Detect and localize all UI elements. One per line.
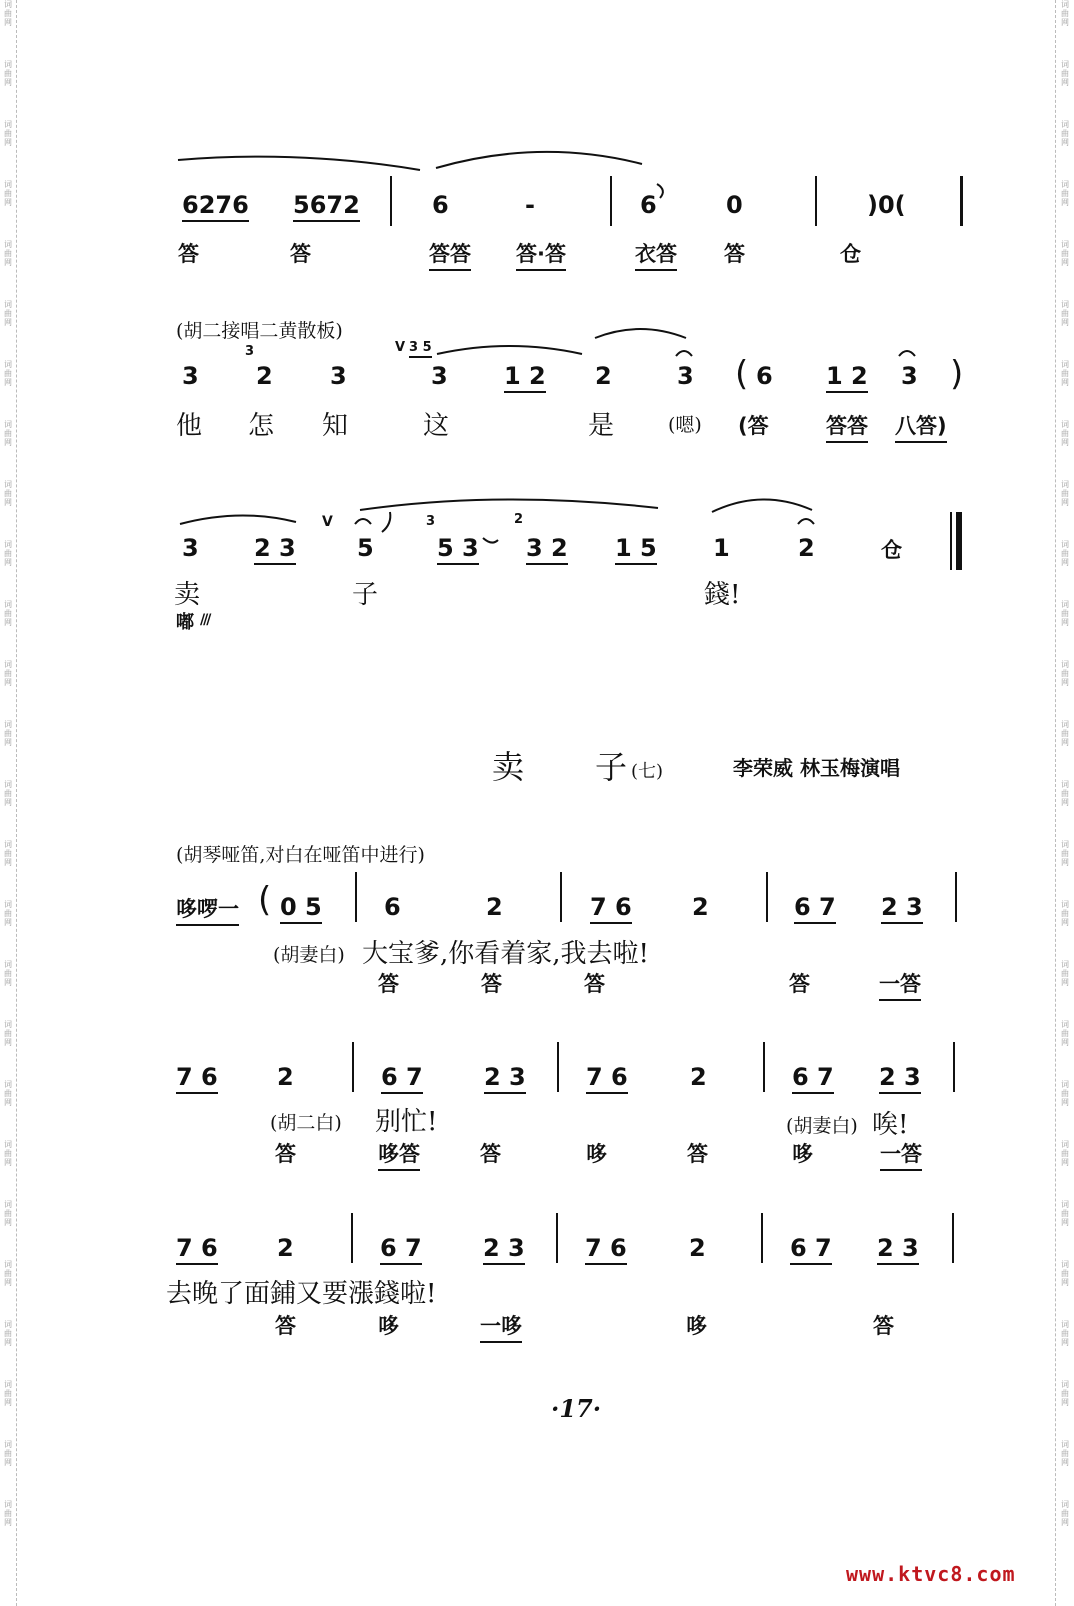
lyric-interjection: (嗯) — [668, 414, 702, 436]
percussion-syllable: 答 — [378, 972, 399, 996]
note-group: 5 3 — [437, 534, 479, 565]
breath-mark: V — [322, 514, 333, 530]
note-group: 2 3 — [254, 534, 296, 565]
final-bar-thick — [956, 512, 962, 570]
side-watermark-mark: 词曲网 — [1061, 180, 1069, 207]
percussion-syllable: 答 — [275, 1142, 296, 1166]
note-dash: - — [525, 191, 535, 219]
side-watermark-mark: 词曲网 — [1061, 480, 1069, 507]
side-watermark-mark: 词曲网 — [4, 60, 12, 87]
percussion-syllable: 答 — [724, 242, 745, 266]
spoken-line: 唉! — [872, 1110, 909, 1140]
paren-open: ( — [258, 880, 272, 920]
side-watermark-mark: 词曲网 — [4, 480, 12, 507]
side-watermark-mark: 词曲网 — [1061, 960, 1069, 987]
bar-line — [351, 1213, 353, 1263]
side-watermark-mark: 词曲网 — [4, 780, 12, 807]
percussion-syllable: 哆 — [378, 1314, 399, 1338]
side-watermark-mark: 词曲网 — [1061, 660, 1069, 687]
note: 3 — [182, 362, 199, 390]
percussion-syllable: 哆答 — [378, 1138, 420, 1171]
percussion-syllable: 一答 — [880, 1138, 922, 1171]
speaker-role: (胡二白) — [270, 1112, 342, 1134]
note: 5 — [357, 534, 374, 562]
paren-open: ( — [735, 354, 749, 394]
percussion-syllable: 答 — [480, 1142, 501, 1166]
note: 2 — [256, 362, 273, 390]
side-watermark-mark: 词曲网 — [1061, 60, 1069, 87]
note: 2 — [690, 1063, 707, 1091]
side-watermark-mark: 词曲网 — [4, 600, 12, 627]
spoken-line: 别忙! — [375, 1107, 438, 1137]
note: 3 — [677, 362, 694, 390]
side-watermark-mark: 词曲网 — [4, 540, 12, 567]
side-watermark-mark: 词曲网 — [1061, 840, 1069, 867]
grace-note: 3 — [426, 514, 436, 529]
note: 3 — [901, 362, 918, 390]
note: 1 — [713, 534, 730, 562]
note: 6 — [756, 362, 773, 390]
bar-line — [560, 872, 562, 922]
percussion-syllable: 一答 — [879, 968, 921, 1001]
note-group: 2 3 — [881, 893, 923, 924]
percussion-syllable: 答 — [687, 1142, 708, 1166]
side-watermark-mark: 词曲网 — [4, 1500, 12, 1527]
percussion-syllable: 答 — [275, 1314, 296, 1338]
stage-direction: (胡琴哑笛,对白在哑笛中进行) — [176, 844, 425, 866]
percussion-syllable: 答 — [178, 242, 199, 266]
note: 3 — [182, 534, 199, 562]
percussion-syllable: 答 — [481, 972, 502, 996]
side-watermark-mark: 词曲网 — [1061, 1500, 1069, 1527]
percussion-syllable: 八答) — [895, 410, 947, 443]
side-watermark-mark: 词曲网 — [1061, 780, 1069, 807]
performers: 李荣威 林玉梅演唱 — [733, 756, 900, 780]
note: 2 — [692, 893, 709, 921]
bar-line — [952, 1213, 954, 1263]
side-watermark-mark: 词曲网 — [4, 1020, 12, 1047]
glide-arrow — [483, 538, 498, 543]
note-group: 3 2 — [526, 534, 568, 565]
note-group: 2 3 — [877, 1234, 919, 1265]
note: 2 — [798, 534, 815, 562]
bar-line — [815, 176, 817, 226]
lyric: 这 — [423, 411, 450, 441]
side-watermark-mark: 词曲网 — [1061, 1380, 1069, 1407]
note-group: 5672 — [293, 191, 360, 222]
side-watermark-mark: 词曲网 — [4, 1200, 12, 1227]
percussion-syllable: 衣答 — [635, 238, 677, 271]
lyric: 卖 — [174, 580, 201, 610]
note-group: 2 3 — [483, 1234, 525, 1265]
slur-arc — [595, 329, 686, 338]
piece-title: 卖 — [492, 748, 525, 786]
lyric: 他 — [176, 411, 203, 441]
percussion-syllable: 一哆 — [480, 1310, 522, 1343]
lyric: 怎 — [248, 411, 275, 441]
side-watermark-mark: 词曲网 — [1061, 420, 1069, 447]
side-watermark-mark: 词曲网 — [1061, 1020, 1069, 1047]
side-watermark-mark: 词曲网 — [4, 0, 12, 27]
lead-syllables: 哆啰一 — [176, 893, 239, 926]
slur-arc — [437, 346, 582, 354]
note-group: 7 6 — [176, 1063, 218, 1094]
side-watermark-mark: 词曲网 — [1061, 540, 1069, 567]
spoken-line: 大宝爹,你看着家,我去啦! — [362, 939, 649, 969]
note: 6 — [432, 191, 449, 219]
side-watermark-mark: 词曲网 — [4, 1320, 12, 1347]
note-group: 6 7 — [792, 1063, 834, 1094]
side-watermark-mark: 词曲网 — [1061, 900, 1069, 927]
note-group: 1 5 — [615, 534, 657, 565]
bar-line — [390, 176, 392, 226]
bar-line — [953, 1042, 955, 1092]
percussion-syllable: 哆 — [586, 1142, 607, 1166]
bar-line — [955, 872, 957, 922]
piece-title-2: 子 — [595, 748, 628, 786]
slur-arc — [436, 152, 642, 168]
page-number: ·17· — [551, 1394, 602, 1423]
grace-note: 2 — [514, 512, 524, 527]
slur-arc — [180, 515, 296, 524]
note: 6 — [640, 191, 657, 219]
glide-arrow — [657, 184, 663, 198]
note-group: 6 7 — [381, 1063, 423, 1094]
side-watermark-mark: 词曲网 — [1061, 120, 1069, 147]
speaker-role: (胡妻白) — [786, 1115, 858, 1137]
side-watermark-mark: 词曲网 — [4, 1080, 12, 1107]
note-group: 1 2 — [504, 362, 546, 393]
bar-line — [355, 872, 357, 922]
note: 2 — [595, 362, 612, 390]
side-watermark-mark: 词曲网 — [1061, 1440, 1069, 1467]
tremolo-mark: /// — [200, 612, 210, 628]
lyric: 是 — [588, 411, 615, 441]
note: 3 — [431, 362, 448, 390]
note-group: 2 3 — [484, 1063, 526, 1094]
paren-close: ) — [950, 354, 964, 394]
side-watermark-mark: 词曲网 — [1061, 1320, 1069, 1347]
side-watermark-mark: 词曲网 — [1061, 300, 1069, 327]
percussion-syllable: 答答 — [429, 238, 471, 271]
site-watermark: www.ktvc8.com — [846, 1562, 1016, 1586]
note-group: 2 3 — [879, 1063, 921, 1094]
note: 2 — [277, 1063, 294, 1091]
percussion-syllable: 答·答 — [516, 238, 566, 271]
percussion-syllable: 答 — [873, 1314, 894, 1338]
side-watermark-mark: 词曲网 — [4, 240, 12, 267]
note-group: 7 6 — [585, 1234, 627, 1265]
percussion-syllable: 答 — [290, 242, 311, 266]
bar-line — [960, 176, 963, 226]
lyric: 錢! — [704, 580, 741, 610]
spoken-line: 去晚了面鋪又要漲錢啦! — [166, 1279, 437, 1309]
note-group: 0 5 — [280, 893, 322, 924]
slur-line — [178, 157, 420, 170]
percussion-syllable: 答答 — [826, 410, 868, 443]
side-watermark-mark: 词曲网 — [1061, 1200, 1069, 1227]
side-watermark-mark: 词曲网 — [4, 720, 12, 747]
bar-line — [557, 1042, 559, 1092]
side-watermark-mark: 词曲网 — [4, 360, 12, 387]
note-group: 6276 — [182, 191, 249, 222]
percussion-syllable: 仓 — [881, 538, 902, 562]
percussion-rest: )0( — [867, 191, 906, 219]
note-group: 7 6 — [586, 1063, 628, 1094]
bar-line — [763, 1042, 765, 1092]
lyric: 知 — [322, 411, 349, 441]
side-watermark-mark: 词曲网 — [4, 1140, 12, 1167]
side-watermark-mark: 词曲网 — [1061, 720, 1069, 747]
note-group: 7 6 — [590, 893, 632, 924]
side-watermark-mark: 词曲网 — [4, 120, 12, 147]
side-watermark-mark: 词曲网 — [1061, 0, 1069, 27]
tremolo-syllable: 嘟 — [176, 612, 194, 633]
fermata-mark — [798, 519, 814, 524]
rest: 0 — [726, 191, 743, 219]
side-watermark-mark: 词曲网 — [1061, 1080, 1069, 1107]
note-group: 6 7 — [794, 893, 836, 924]
speaker-role: (胡妻白) — [273, 944, 345, 966]
side-watermark-mark: 词曲网 — [4, 840, 12, 867]
note: 3 — [330, 362, 347, 390]
note-group: 6 7 — [380, 1234, 422, 1265]
note: 2 — [486, 893, 503, 921]
side-watermark-mark: 词曲网 — [4, 300, 12, 327]
side-watermark-mark: 词曲网 — [1061, 1140, 1069, 1167]
grace-note: 3 — [245, 344, 255, 359]
fermata-mark — [676, 351, 692, 356]
note: 2 — [689, 1234, 706, 1262]
percussion-syllable: 答 — [789, 972, 810, 996]
side-watermark-mark: 词曲网 — [4, 180, 12, 207]
side-watermark-mark: 词曲网 — [1061, 600, 1069, 627]
side-watermark-mark: 词曲网 — [4, 960, 12, 987]
percussion-syllable: (答 — [738, 414, 769, 438]
side-watermark-mark: 词曲网 — [1061, 240, 1069, 267]
side-watermark-mark: 词曲网 — [4, 660, 12, 687]
piece-number: (七) — [631, 761, 664, 782]
side-watermark-mark: 词曲网 — [4, 420, 12, 447]
side-watermark-mark: 词曲网 — [1061, 1260, 1069, 1287]
note-group: 6 7 — [790, 1234, 832, 1265]
percussion-syllable: 仓 — [840, 242, 861, 266]
side-watermark-mark: 词曲网 — [4, 900, 12, 927]
slur-arc — [712, 499, 812, 512]
note: 2 — [277, 1234, 294, 1262]
percussion-syllable: 答 — [584, 972, 605, 996]
fermata-mark — [899, 351, 915, 356]
side-watermark-mark: 词曲网 — [4, 1380, 12, 1407]
side-watermark-mark: 词曲网 — [1061, 360, 1069, 387]
note-group: 1 2 — [826, 362, 868, 393]
bar-line — [766, 872, 768, 922]
slur-arc — [360, 499, 658, 510]
grace-note: 3 5 — [409, 340, 432, 358]
side-watermark-mark: 词曲网 — [4, 1260, 12, 1287]
percussion-syllable: 哆 — [686, 1314, 707, 1338]
fermata-mark — [355, 519, 371, 524]
bar-line — [610, 176, 612, 226]
side-watermark-mark: 词曲网 — [4, 1440, 12, 1467]
note-group: 7 6 — [176, 1234, 218, 1265]
glide-arrow — [382, 512, 390, 532]
lyric: 子 — [352, 580, 379, 610]
percussion-syllable: 哆 — [792, 1142, 813, 1166]
note: 6 — [384, 893, 401, 921]
bar-line — [761, 1213, 763, 1263]
final-bar-line — [950, 512, 952, 570]
breath-mark: V — [395, 340, 406, 355]
stage-direction: (胡二接唱二黄散板) — [176, 320, 343, 342]
bar-line — [352, 1042, 354, 1092]
bar-line — [556, 1213, 558, 1263]
